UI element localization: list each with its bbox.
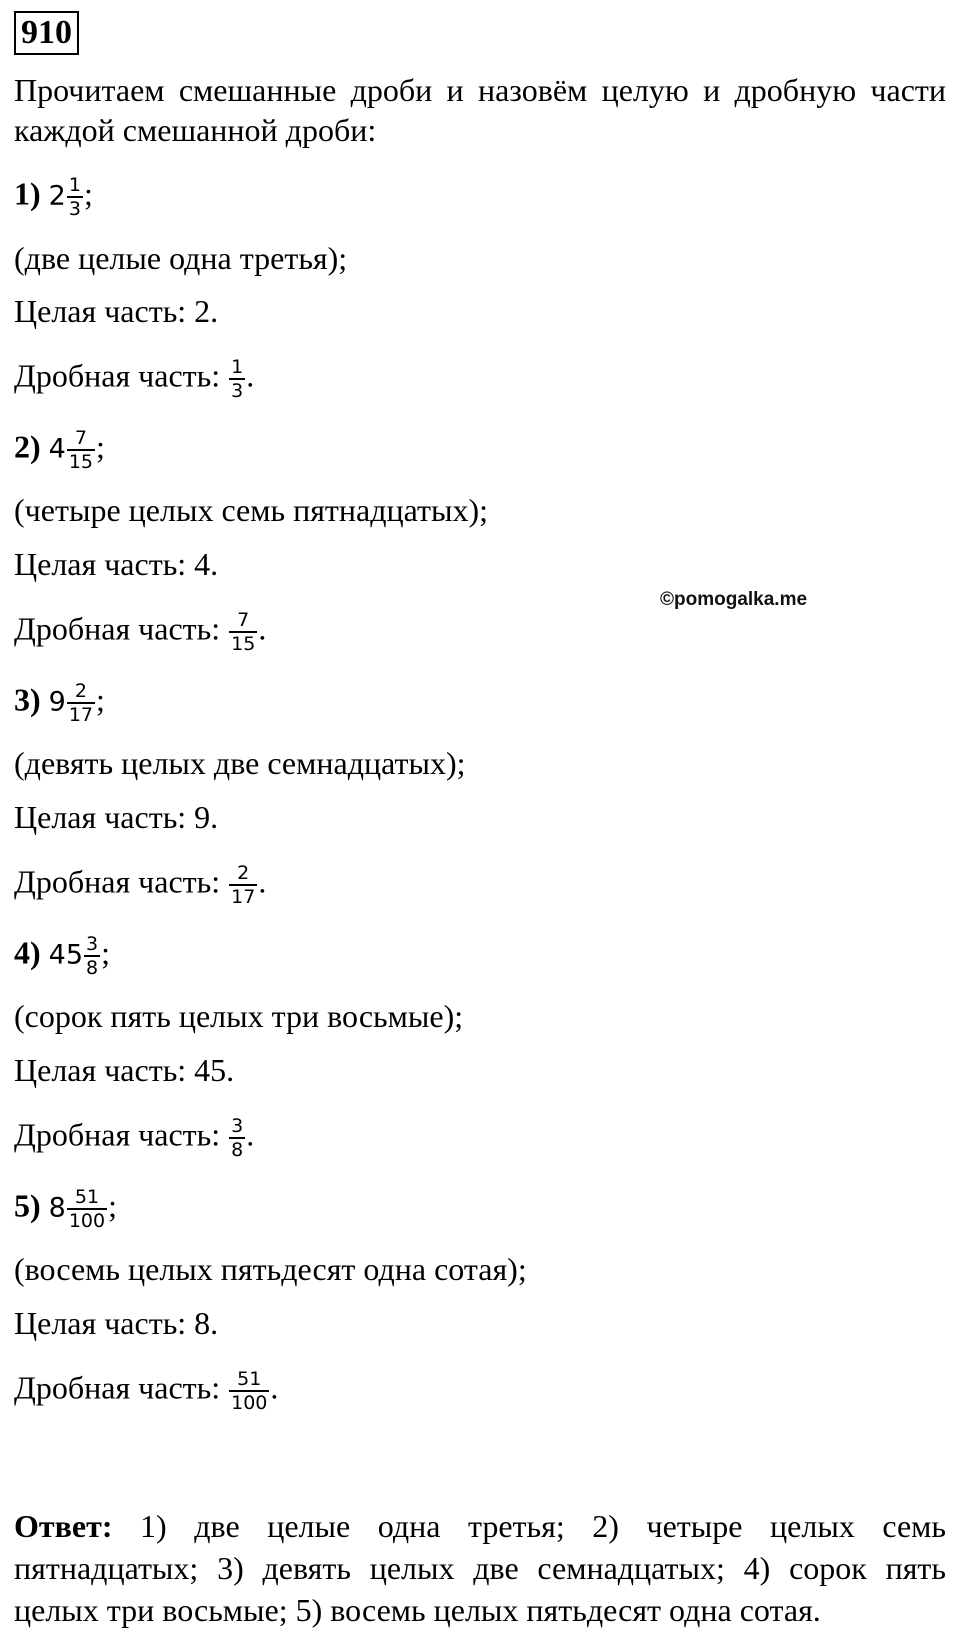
numerator: 3 xyxy=(86,933,99,955)
answer-text: 1) две целые одна третья; 2) четыре целых семь пятнадцатых; 3) девять целых две семнадцатых; 4) сорок пять целых три восьмые; 5) восемь целых пятьдесят одна сотая. xyxy=(14,1508,947,1628)
item-3-reading: (девять целых две семнадцатых); xyxy=(14,745,466,781)
numerator: 51 xyxy=(237,1368,262,1390)
item-5-whole-part: Целая часть: 8. xyxy=(14,1305,219,1341)
item-2-header: 2) 4 $\frac{7}{15}$ ; xyxy=(14,427,105,473)
item-5-reading: (восемь целых пятьдесят одна сотая); xyxy=(14,1251,527,1287)
item-1-whole-part: Целая часть: 2. xyxy=(14,293,219,329)
item-3-header: 3) 9 $\frac{2}{17}$ ; xyxy=(14,680,105,726)
numerator: 2 xyxy=(237,862,250,884)
intro-text: Прочитаем смешанные дроби и назовём целую и дробную части каждой смешанной дроби: xyxy=(14,72,946,148)
item-label: 5) xyxy=(14,1187,41,1224)
item-3-whole-part: Целая часть: 9. xyxy=(14,799,219,835)
denominator: 17 xyxy=(68,704,94,726)
numerator: 3 xyxy=(231,1115,244,1137)
denominator: 8 xyxy=(86,957,99,979)
mixed-fraction xyxy=(84,933,100,979)
numerator: 7 xyxy=(237,609,250,631)
denominator: 100 xyxy=(68,1210,106,1232)
item-2-reading: (четыре целых семь пятнадцатых); xyxy=(14,492,489,528)
mixed-fraction xyxy=(67,174,83,220)
numerator: 51 xyxy=(74,1186,100,1208)
mixed-whole: 4 xyxy=(48,433,66,465)
item-label: 1) xyxy=(14,175,41,212)
item-4-whole-part: Целая часть: 45. xyxy=(14,1052,235,1088)
fraction-part-value xyxy=(229,609,257,655)
mixed-whole: 45 xyxy=(48,939,84,971)
fraction-part-value xyxy=(229,1115,245,1161)
item-5-fraction-part: Дробная часть: $\frac{51}{100}$ . xyxy=(14,1368,279,1414)
numerator: 7 xyxy=(74,427,87,449)
item-2-fraction-part: Дробная часть: $\frac{7}{15}$ . xyxy=(14,609,267,655)
fraction-part-label: Дробная часть: xyxy=(14,357,221,394)
mixed-whole: 9 xyxy=(48,686,66,718)
item-label: 2) xyxy=(14,428,41,465)
item-4-fraction-part: Дробная часть: $\frac{3}{8}$ . xyxy=(14,1115,255,1161)
item-1-fraction-part: Дробная часть: $\frac{1}{3}$ . xyxy=(14,356,255,402)
item-2-whole-part: Целая часть: 4. xyxy=(14,546,219,582)
item-4-header: 4) 45 $\frac{3}{8}$ ; xyxy=(14,933,110,979)
fraction-part-value xyxy=(229,862,257,908)
answer-label: Ответ: xyxy=(14,1508,113,1544)
item-1-reading: (две целые одна третья); xyxy=(14,240,348,276)
mixed-fraction xyxy=(67,427,95,473)
numerator: 2 xyxy=(74,680,87,702)
denominator: 3 xyxy=(68,198,81,220)
numerator: 1 xyxy=(68,174,81,196)
denominator: 15 xyxy=(231,633,256,655)
numerator: 1 xyxy=(231,356,244,378)
fraction-part-label: Дробная часть: xyxy=(14,610,221,647)
fraction-part-label: Дробная часть: xyxy=(14,863,221,900)
task-number: 910 xyxy=(14,11,79,55)
item-5-header: 5) 8 $\frac{51}{100}$ ; xyxy=(14,1186,117,1232)
mixed-whole: 2 xyxy=(48,180,66,212)
item-1-header: 1) 2 $\frac{1}{3}$ ; xyxy=(14,174,93,220)
item-label: 4) xyxy=(14,934,41,971)
answer-block xyxy=(14,1505,946,1631)
mixed-fraction xyxy=(67,680,95,726)
denominator: 15 xyxy=(68,451,94,473)
mixed-fraction xyxy=(67,1186,107,1232)
fraction-part-value xyxy=(229,356,245,402)
denominator: 100 xyxy=(231,1392,268,1414)
item-3-fraction-part: Дробная часть: $\frac{2}{17}$ . xyxy=(14,862,267,908)
fraction-part-value xyxy=(229,1368,269,1414)
item-4-reading: (сорок пять целых три восьмые); xyxy=(14,998,464,1034)
denominator: 8 xyxy=(231,1139,244,1161)
fraction-part-label: Дробная часть: xyxy=(14,1369,221,1406)
denominator: 17 xyxy=(231,886,256,908)
mixed-whole: 8 xyxy=(48,1192,66,1224)
watermark: ©pomogalka.me xyxy=(660,589,808,610)
item-label: 3) xyxy=(14,681,41,718)
denominator: 3 xyxy=(231,380,244,402)
fraction-part-label: Дробная часть: xyxy=(14,1116,221,1153)
